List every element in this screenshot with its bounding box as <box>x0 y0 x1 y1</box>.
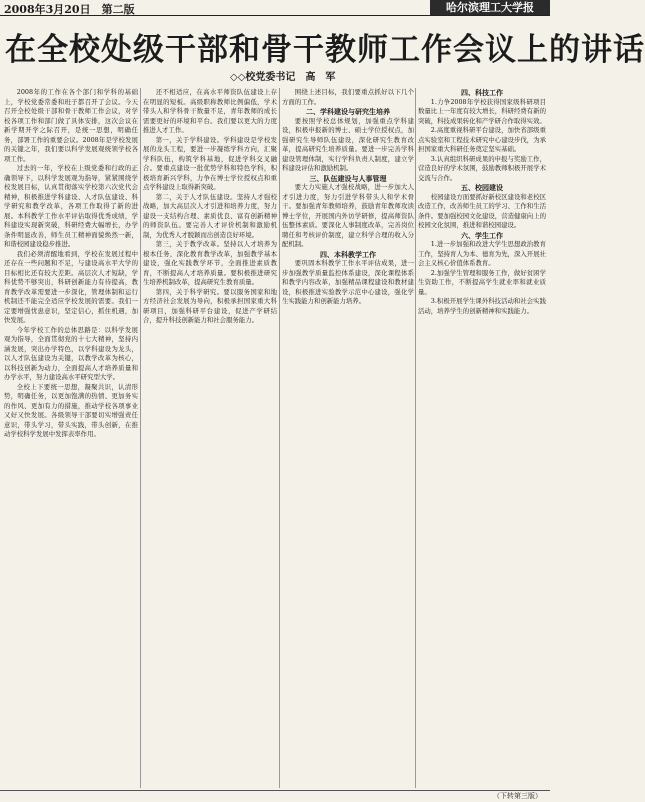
column-divider <box>279 88 280 788</box>
paragraph: 第四，关于科学研究。要以服务国家和地方经济社会发展为导向，积极承担国家重大科研项目，加强科研平台建设，促进产学研结合，提升科技创新能力和社会服务能力。 <box>143 287 277 324</box>
issue-date: 2008年3月20日 第二版 <box>4 3 135 16</box>
paragraph: 要大力实施人才强校战略，进一步加大人才引进力度，努力引进学科带头人和学术骨干。要加强青年教师培养，鼓励青年教师攻读博士学位，开展国内外访学研修，提高师资队伍整体素质。要深化人事制度改革，完善岗位聘任和考核评价制度，建立科学合理的收入分配机制。 <box>282 183 414 248</box>
paragraph: 还不相适应，在高水平师资队伍建设上存在明显的短板。高级职称教师比例偏低，学术带头人和学科骨干数量不足，青年教师的成长需要更好的环境和平台。我们要以更大的力度推进人才工作。 <box>143 88 277 134</box>
paragraph: 第三，关于教学改革。坚持以人才培养为根本任务，深化教育教学改革，加强教学基本建设，强化实践教学环节，全面推进素质教育，不断提高人才培养质量。要积极推进研究生培养机制改革，提高研究生教育质量。 <box>143 240 277 286</box>
paragraph: 过去的一年，学校在上级党委和行政的正确领导下，以科学发展观为指导，紧紧围绕学校发展目标，认真贯彻落实学校第六次党代会精神，积极推进学科建设、人才队伍建设、科学研究和教学改革，各项工作取得了新的进展。本科教学工作水平评估取得优秀成绩，学科建设实现新突破，科研经费大幅增长，办学条件明显改善，师生员工精神面貌焕然一新，和谐校园建设稳步推进。 <box>4 164 138 248</box>
paragraph: 3.积极开展学生课外科技活动和社会实践活动，培养学生的创新精神和实践能力。 <box>418 297 546 315</box>
bottom-rule <box>0 790 550 791</box>
continued-note: （下转第三版） <box>493 792 542 800</box>
section-heading: 五、校园建设 <box>461 183 503 192</box>
article-byline: ◇◇校党委书记 高 军 <box>230 72 336 83</box>
newspaper-masthead: 哈尔滨理工大学报 <box>430 0 550 15</box>
article-headline: 在全校处级干部和骨干教师工作会议上的讲话 <box>5 32 645 68</box>
section-heading: 六、学生工作 <box>461 230 503 240</box>
paragraph: 2.加强学生管理和服务工作，做好贫困学生资助工作，不断提高学生就业率和就业质量。 <box>418 268 546 296</box>
paragraph: 校园建设方面要抓好新校区建设和老校区改造工作，改善师生员工的学习、工作和生活条件。要加强校园文化建设，营造健康向上的校园文化氛围，推进和谐校园建设。 <box>418 192 546 229</box>
section-heading: 四、本科教学工作 <box>320 249 376 259</box>
article-column-4 <box>418 88 546 788</box>
paragraph: 全校上下要统一思想，凝聚共识，认清形势，明确任务，以更加饱满的热情、更加务实的作风、更加有力的措施，推动学校各项事业又好又快发展。各级领导干部要切实增强责任意识，带头学习，带头实践，带头创新，在推动学校科学发展中发挥表率作用。 <box>4 382 138 438</box>
paragraph: 我们必须清醒地看到，学校在发展过程中还存在一些问题和不足，与建设高水平大学的目标相比还有较大差距。高层次人才短缺，学科优势不够突出，科研创新能力有待提高，教育教学改革需要进一步深化，管理体制和运行机制还不能完全适应学校发展的需要。我们一定要增强忧患意识，坚定信心，抓住机遇，加快发展。 <box>4 249 138 324</box>
column-divider <box>140 88 141 788</box>
paragraph: 1.进一步加强和改进大学生思想政治教育工作，坚持育人为本、德育为先，深入开展社会主义核心价值体系教育。 <box>418 240 546 267</box>
article-column-2 <box>143 88 277 788</box>
article-column-1 <box>4 88 138 788</box>
section-heading: 四、科技工作 <box>461 88 503 97</box>
paragraph: 今年学校工作的总体思路是：以科学发展观为指导，全面贯彻党的十七大精神，坚持内涵发展，突出办学特色，以学科建设为龙头，以人才队伍建设为关键，以教学改革为核心，以科技创新为动力，全面提高人才培养质量和办学水平，努力建设高水平研究型大学。 <box>4 325 138 381</box>
paragraph: 要按照学校总体规划，加强重点学科建设，积极申报新的博士、硕士学位授权点，加强研究生导师队伍建设，深化研究生教育改革，提高研究生培养质量。要进一步完善学科建设管理体制，实行学科负责人制度，建立学科建设评估和激励机制。 <box>282 116 414 172</box>
paragraph: 围绕上述目标，我们要重点抓好以下几个方面的工作。 <box>282 88 414 106</box>
paragraph: 1.力争2008年学校获得国家级科研项目数量比上一年度有较大增长，科研经费有新的突破，科技成果转化和产学研合作取得实效。 <box>418 97 546 125</box>
paragraph: 第一，关于学科建设。学科建设是学校发展的龙头工程，要进一步凝练学科方向，汇聚学科队伍，构筑学科基地，促进学科交叉融合。要重点建设一批优势学科和特色学科，积极培育新兴学科，力争在博士学位授权点和重点学科建设上取得新突破。 <box>143 135 277 191</box>
paragraph: 要巩固本科教学工作水平评估成果，进一步加强教学质量监控体系建设，深化课程体系和教学内容改革，加强精品课程建设和教材建设，积极推进实验教学示范中心建设，强化学生实践能力和创新能力培养。 <box>282 259 414 305</box>
section-heading: 二、学科建设与研究生培养 <box>306 107 390 116</box>
paragraph: 2.高度重视科研平台建设，加快省部级重点实验室和工程技术研究中心建设步伐，为承担国家重大科研任务奠定坚实基础。 <box>418 126 546 153</box>
section-heading: 三、队伍建设与人事管理 <box>309 173 387 183</box>
article-column-3 <box>282 88 414 788</box>
paragraph: 第二，关于人才队伍建设。坚持人才强校战略，加大高层次人才引进和培养力度，努力建设一支结构合理、素质优良、富有创新精神的师资队伍。要完善人才评价机制和激励机制，为优秀人才脱颖而出创造良好环境。 <box>143 192 277 239</box>
paragraph: 2008年的工作在各个部门和学科的基础上，学校党委常委和班子都召开了会议。今天召开全校处级干部和骨干教师工作会议，对学校各项工作和部门做了具体安排，这次会议在新学期开学之际召开，是统一思想，明确任务，部署工作的重要会议。2008年是学校发展的关键之年，我们要以科学发展观统领学校各项工作。 <box>4 88 138 163</box>
column-divider <box>415 88 416 788</box>
top-bar <box>0 0 550 16</box>
paragraph: 3.认真组织科研成果的申报与奖励工作，营造良好的学术氛围，鼓励教师积极开展学术交流与合作。 <box>418 154 546 182</box>
